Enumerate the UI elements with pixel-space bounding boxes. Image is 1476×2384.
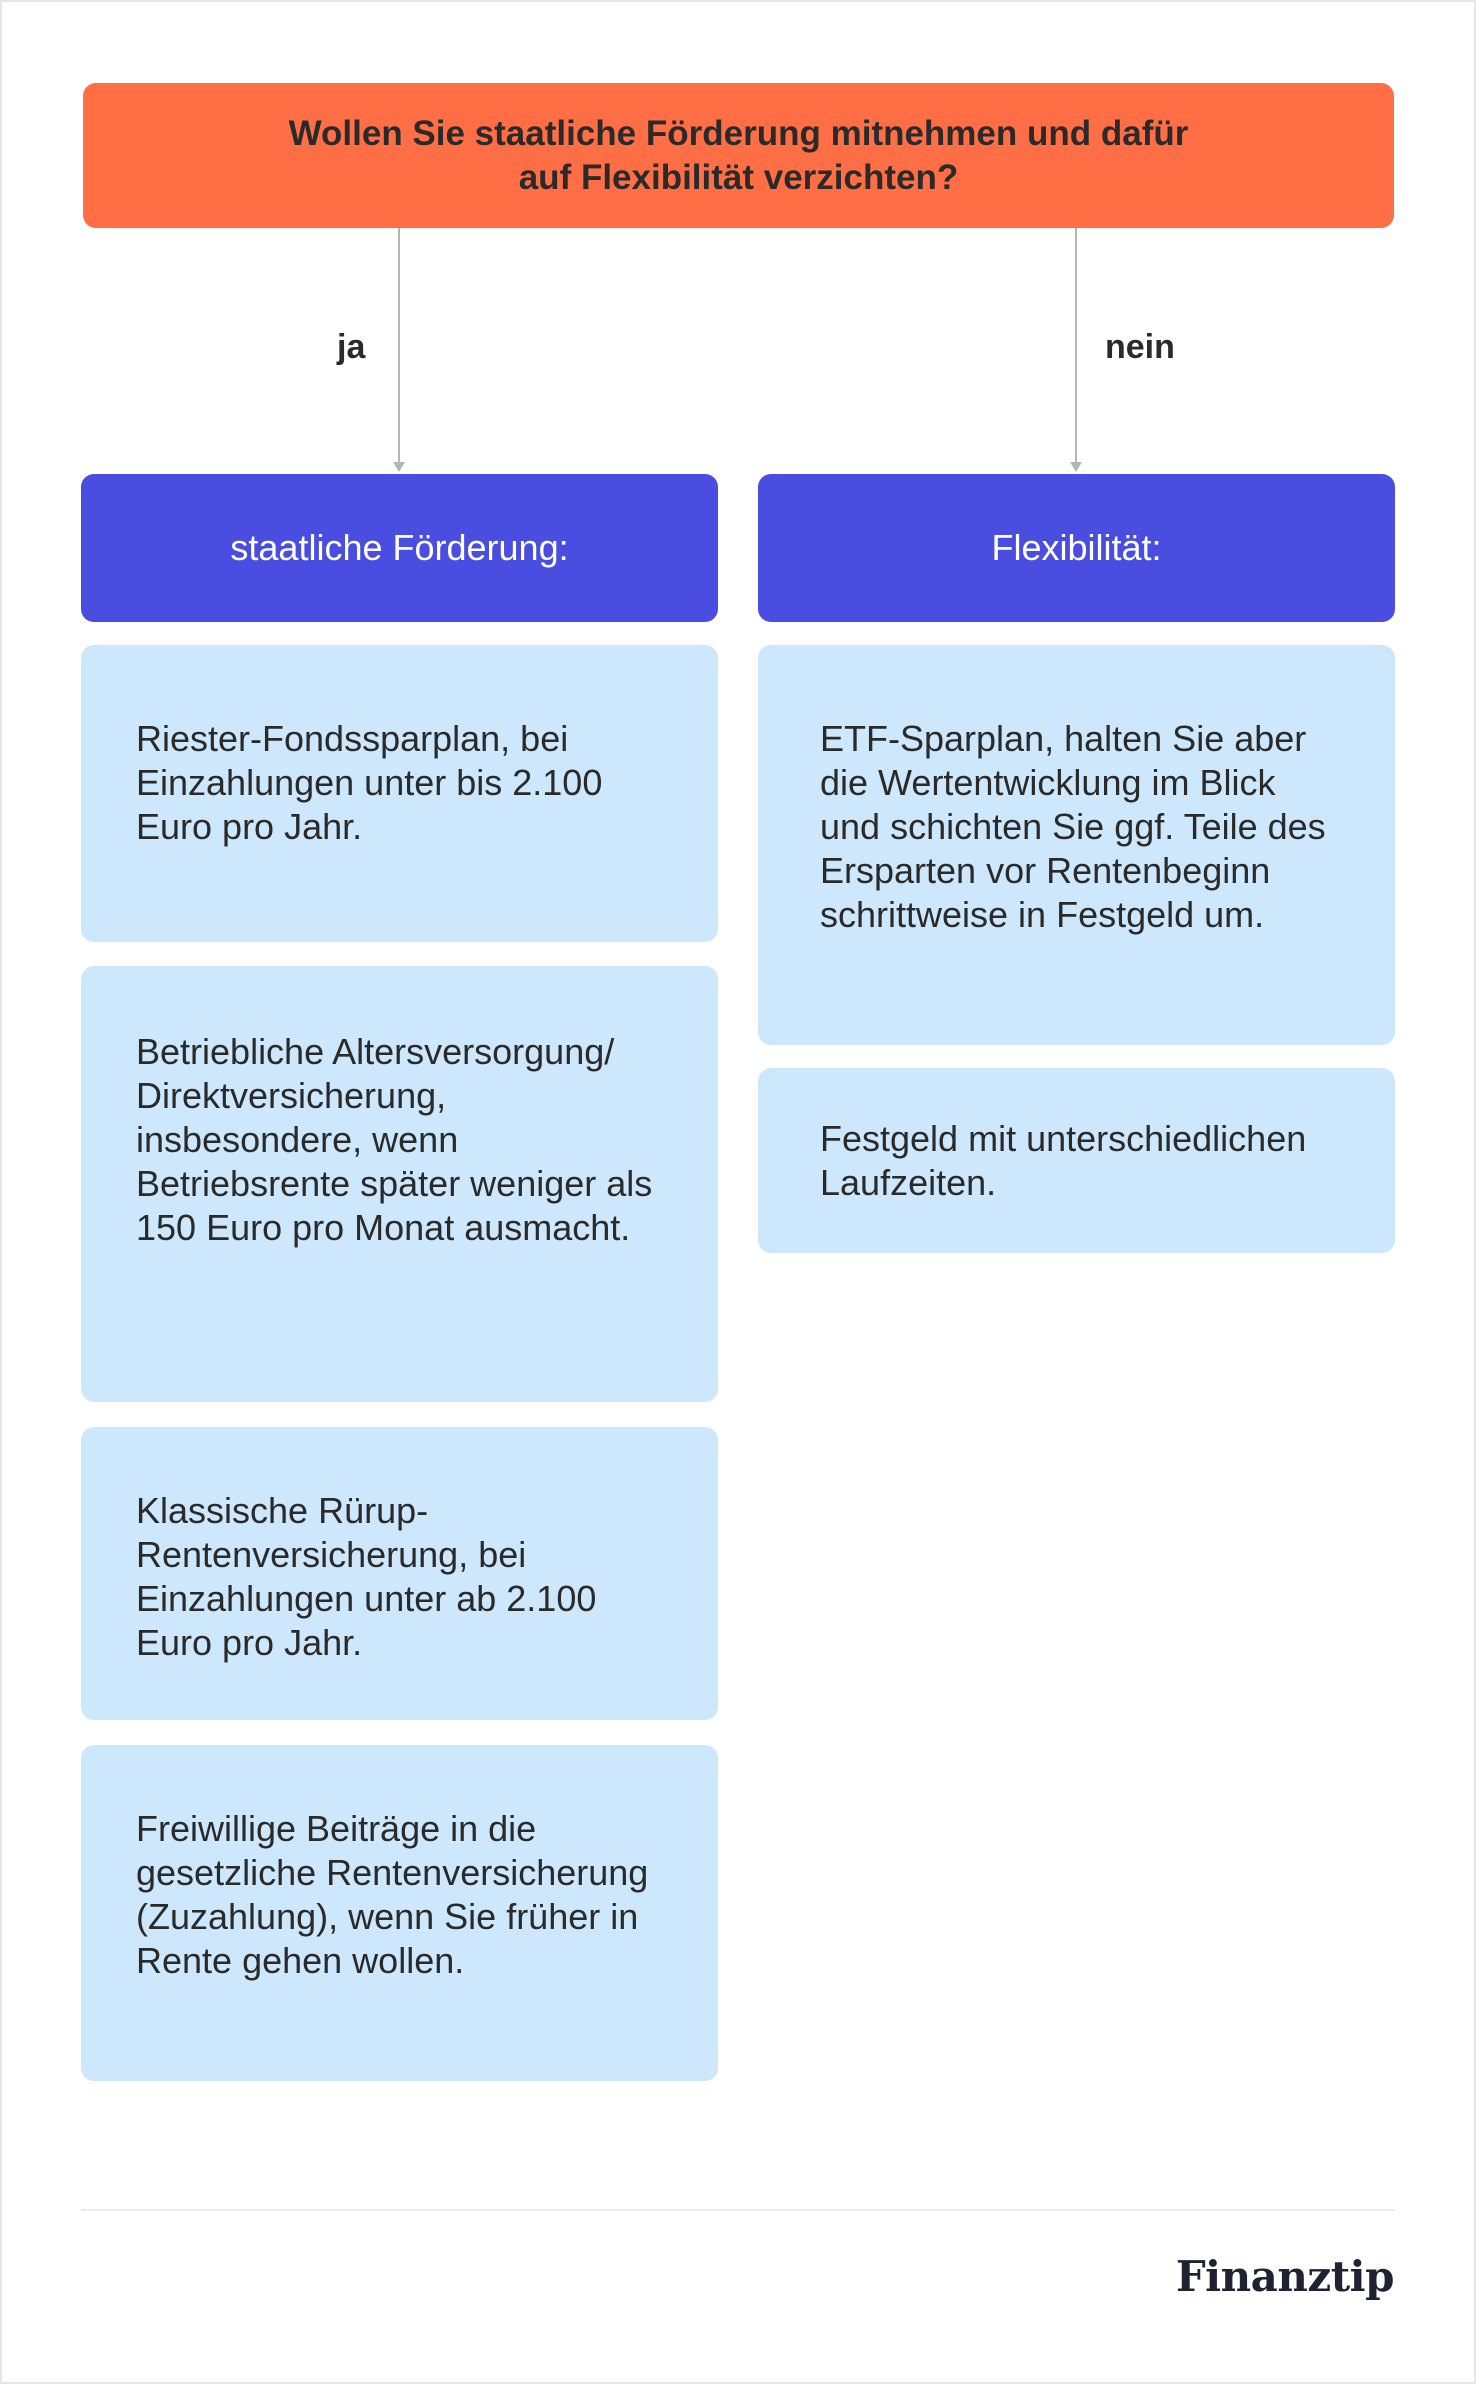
card-ruerup-text: Klassische Rürup-Rentenversicherung, bei Einzahlungen unter ab 2.100 Euro pro Jahr. (136, 1490, 597, 1663)
finanztip-logo: Finanztip (1175, 2252, 1394, 2301)
footer-divider (81, 2209, 1395, 2211)
card-freiwillige-beitraege (81, 1745, 718, 2081)
card-riester (81, 645, 718, 942)
card-festgeld-text: Festgeld mit unterschiedlichen Laufzeiten. (820, 1117, 1307, 1203)
card-freiwillige-text: Freiwillige Beiträge in die gesetzliche Rentenversicherung (Zuzahlung), wenn Sie früher in Rente gehen wollen. (136, 1808, 649, 1981)
arrowhead-yes (393, 462, 405, 472)
card-betriebliche-altersversorgung (81, 966, 718, 1402)
branch-label-yes: ja (337, 328, 366, 366)
connector-yes (398, 228, 400, 464)
decision-question: Wollen Sie staatliche Förderung mitnehmen und dafür auf Flexibilität verzichten? (83, 83, 1394, 228)
connector-no (1075, 228, 1077, 464)
card-festgeld (758, 1068, 1395, 1253)
card-etf-sparplan (758, 645, 1395, 1045)
card-bav-text: Betriebliche Altersversorgung/ Direktversicherung, insbesondere, wenn Betriebsrente später weniger als 150 Euro pro Monat ausmacht. (136, 1031, 653, 1248)
card-riester-text: Riester-Fondssparplan, bei Einzahlungen unter bis 2.100 Euro pro Jahr. (136, 718, 603, 847)
arrowhead-no (1070, 462, 1082, 472)
card-etf-text: ETF-Sparplan, halten Sie aber die Wertentwicklung im Blick und schichten Sie ggf. Teile des Ersparten vor Rentenbeginn schrittweise in Festgeld um. (820, 718, 1326, 935)
card-ruerup (81, 1427, 718, 1720)
header-state-funding: staatliche Förderung: (81, 474, 718, 622)
header-flexibility: Flexibilität: (758, 474, 1395, 622)
branch-label-no: nein (1105, 328, 1175, 366)
